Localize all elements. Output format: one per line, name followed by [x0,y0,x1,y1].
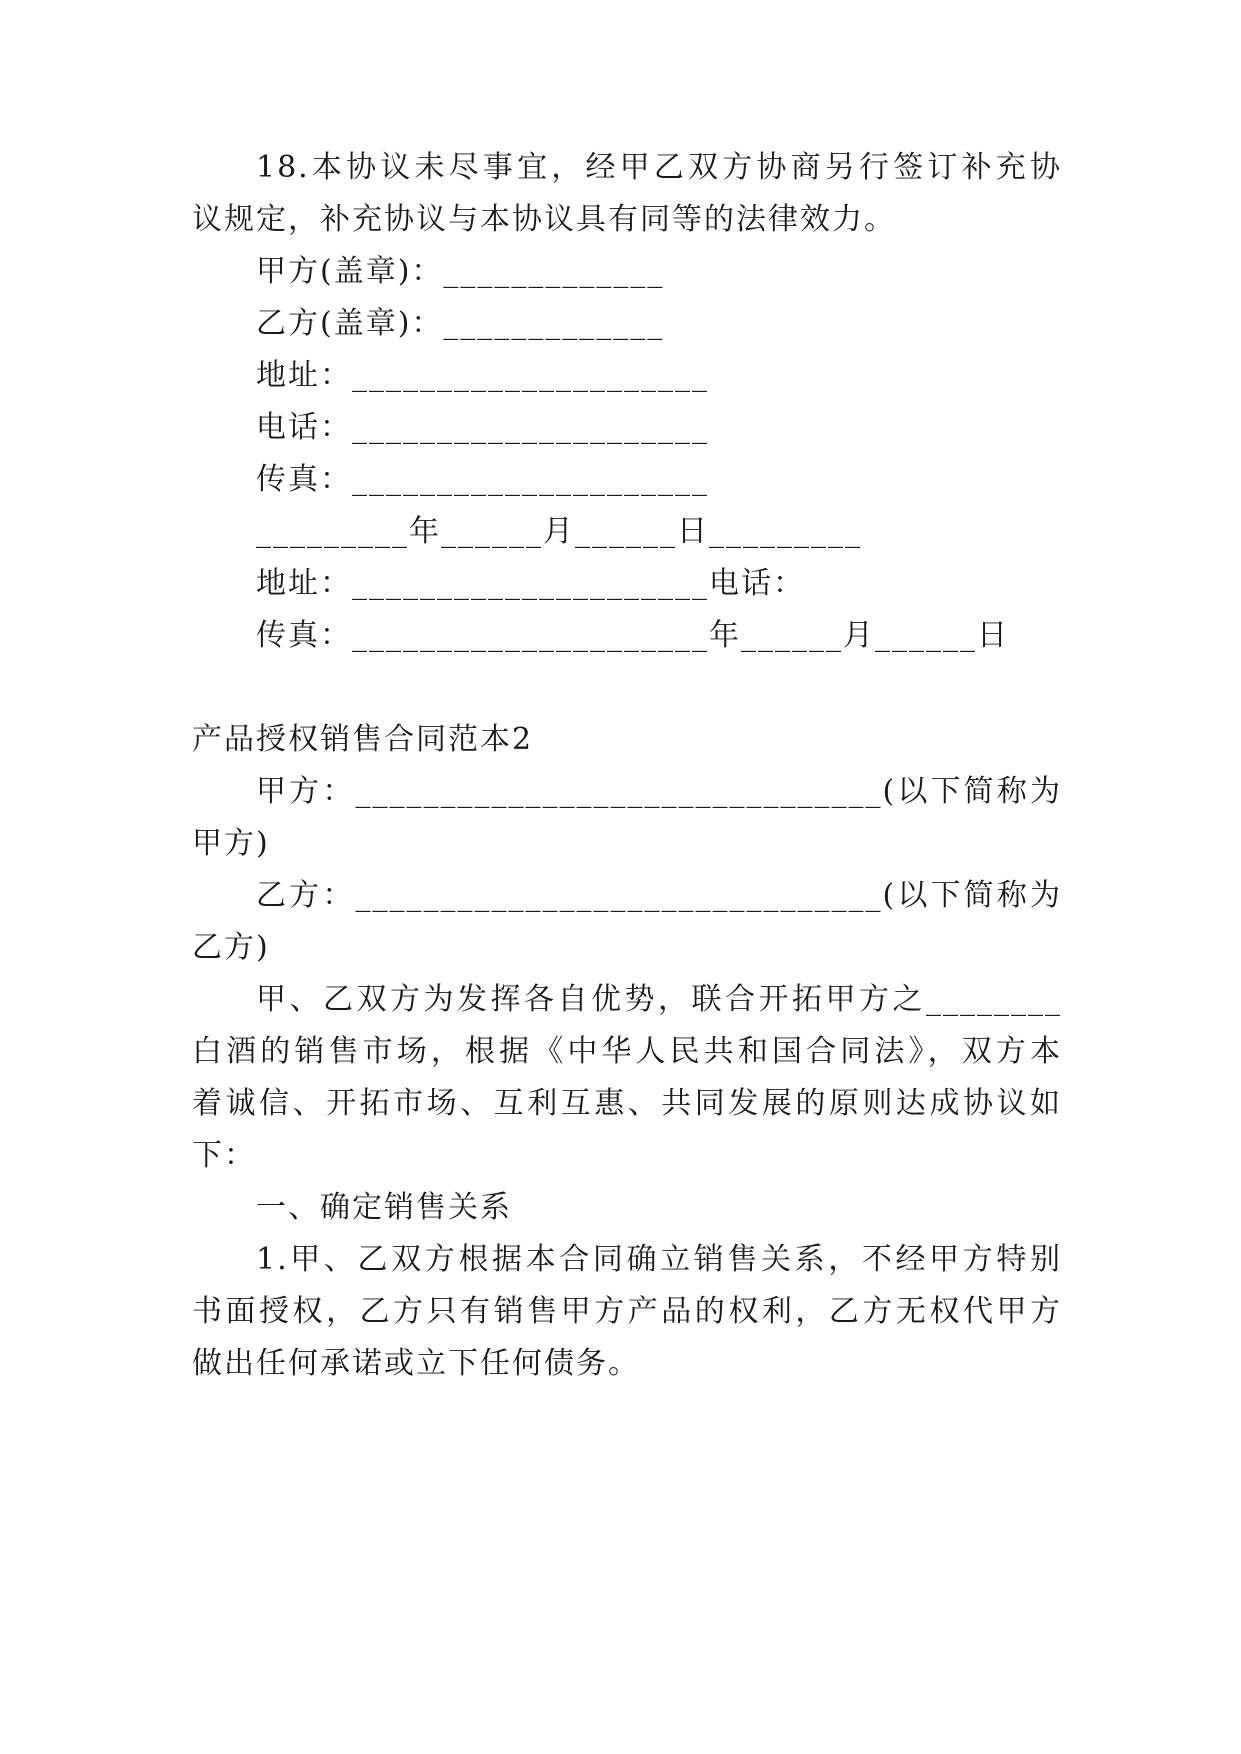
clause-1-line-1: 1.甲、乙双方根据本合同确立销售关系，不经甲方特别 [256,1242,1062,1277]
preamble-line-1: 甲、乙双方为发挥各自优势，联合开拓甲方之________ [256,982,1062,1017]
party-b-seal-field: 乙方(盖章)：_____________ [256,306,665,341]
date-field: _________年______月______日_________ [256,514,862,549]
fax-date-field: 传真：_____________________年______月______日 [256,618,1009,653]
preamble-line-3: 着诚信、开拓市场、互利互惠、共同发展的原则达成协议如 [192,1086,1062,1121]
clause-1-line-3: 做出任何承诺或立下任何债务。 [192,1346,640,1381]
contract-2-title: 产品授权销售合同范本2 [192,722,534,757]
party-a-line-1: 甲方：_______________________________(以下简称为 [256,774,1062,809]
phone-field: 电话：_____________________ [256,410,709,445]
preamble-line-2: 白酒的销售市场，根据《中华人民共和国合同法》，双方本 [192,1034,1062,1069]
party-b-line-1: 乙方：_______________________________(以下简称为 [256,878,1062,913]
address-field: 地址：_____________________ [256,358,709,393]
clause-18-line-2: 议规定，补充协议与本协议具有同等的法律效力。 [192,202,896,237]
party-a-line-2: 甲方) [192,826,270,861]
party-b-line-2: 乙方) [192,930,270,965]
section-1-heading: 一、确定销售关系 [256,1190,512,1225]
clause-1-line-2: 书面授权，乙方只有销售甲方产品的权利，乙方无权代甲方 [192,1294,1062,1329]
party-a-seal-field: 甲方(盖章)：_____________ [256,254,665,289]
fax-field: 传真：_____________________ [256,462,709,497]
preamble-line-4: 下： [192,1138,256,1173]
clause-18-line-1: 18.本协议未尽事宜，经甲乙双方协商另行签订补充协 [256,150,1062,185]
address-phone-field: 地址：_____________________电话： [256,566,805,601]
